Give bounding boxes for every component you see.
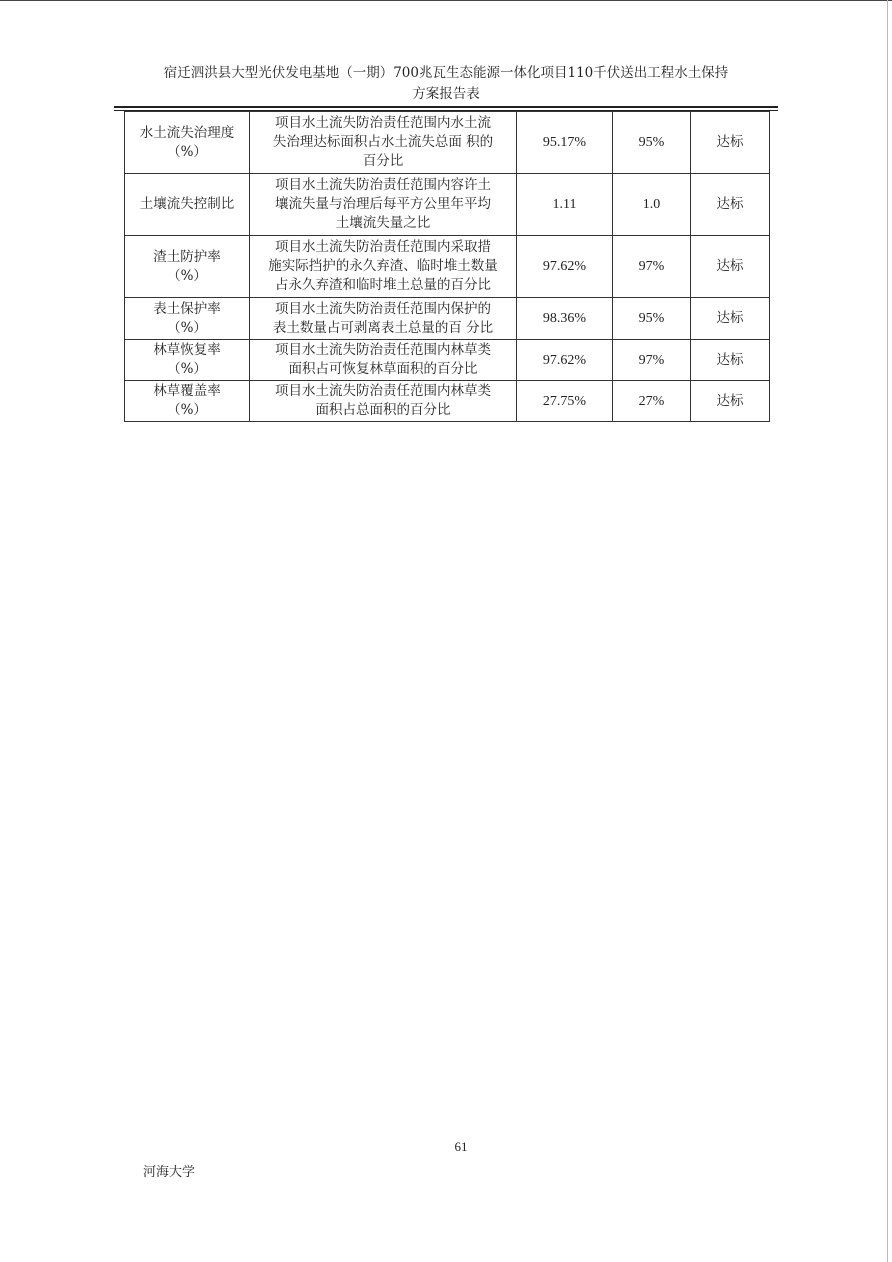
table-row <box>125 340 770 381</box>
description-line: 面积占总面积的百分比 <box>315 402 451 418</box>
indicator-description-cell <box>250 174 517 236</box>
description-line: 项目水土流失防治责任范围内保护的 <box>275 300 491 317</box>
indicator-unit: （%） <box>167 267 207 284</box>
target-value-cell: 1.0 <box>613 174 691 236</box>
table-row <box>125 236 770 298</box>
target-value-cell: 97% <box>613 236 691 298</box>
description-line: 施实际挡护的永久弃渣、临时堆土数量 <box>268 258 498 274</box>
indicator-unit: （%） <box>167 402 207 418</box>
indicator-name: 林草覆盖率 <box>153 383 221 399</box>
description-line: 表土数量占可剥离表土总量的百 分比 <box>272 319 494 336</box>
table-row <box>125 298 770 340</box>
indicator-name: 林草恢复率 <box>153 342 221 358</box>
page-number: 61 <box>454 1139 468 1154</box>
description-line: 项目水土流失防治责任范围内林草类 <box>275 342 491 358</box>
table-row <box>125 174 770 236</box>
indicator-name-cell <box>125 298 250 340</box>
actual-value-cell: 98.36% <box>517 298 613 340</box>
target-value-cell: 27% <box>613 381 691 422</box>
description-line: 土壤流失量之比 <box>335 215 431 231</box>
result-cell: 达标 <box>691 381 770 422</box>
indicator-name-cell <box>125 112 250 174</box>
indicator-name-cell <box>125 381 250 422</box>
actual-value-cell: 97.62% <box>517 340 613 381</box>
table-row <box>125 112 770 174</box>
indicator-description-cell <box>250 340 517 381</box>
indicator-name: 表土保护率 <box>153 300 221 317</box>
table-row <box>125 381 770 422</box>
result-cell: 达标 <box>691 298 770 340</box>
description-line: 百分比 <box>362 153 404 169</box>
indicator-description-cell <box>250 112 517 174</box>
indicator-description-cell <box>250 298 517 340</box>
indicator-name: 水土流失治理度 <box>139 124 235 141</box>
indicator-unit: （%） <box>167 143 207 160</box>
indicator-unit: （%） <box>167 319 207 336</box>
result-cell: 达标 <box>691 236 770 298</box>
result-cell: 达标 <box>691 340 770 381</box>
actual-value-cell: 1.11 <box>517 174 613 236</box>
indicator-name: 土壤流失控制比 <box>139 196 235 212</box>
indicator-description-cell <box>250 236 517 298</box>
description-line: 失治理达标面积占水土流失总面 积的 <box>272 134 494 150</box>
result-cell: 达标 <box>691 112 770 174</box>
page-header <box>110 63 782 105</box>
indicator-table <box>124 111 770 422</box>
actual-value-cell: 97.62% <box>517 236 613 298</box>
header-title-line-1: 宿迁泗洪县大型光伏发电基地（一期）700兆瓦生态能源一体化项目110千伏送出工程水土保持 <box>163 65 729 81</box>
description-line: 项目水土流失防治责任范围内采取措 <box>275 239 491 255</box>
header-rule-thick <box>114 106 778 108</box>
indicator-name-cell <box>125 340 250 381</box>
page-top-border <box>0 0 892 1</box>
description-line: 壤流失量与治理后每平方公里年平均 <box>275 196 491 212</box>
indicator-description-cell <box>250 381 517 422</box>
page-right-border <box>887 0 888 1262</box>
description-line: 项目水土流失防治责任范围内容许土 <box>275 177 491 193</box>
description-line: 项目水土流失防治责任范围内林草类 <box>275 383 491 399</box>
indicator-name-cell <box>125 236 250 298</box>
indicator-name: 渣土防护率 <box>153 248 221 265</box>
target-value-cell: 97% <box>613 340 691 381</box>
footer-organization: 河海大学 <box>143 1165 196 1180</box>
target-value-cell: 95% <box>613 112 691 174</box>
description-line: 占永久弃渣和临时堆土总量的百分比 <box>275 277 491 293</box>
description-line: 面积占可恢复林草面积的百分比 <box>288 361 478 377</box>
indicator-unit: （%） <box>167 361 207 377</box>
actual-value-cell: 95.17% <box>517 112 613 174</box>
result-cell: 达标 <box>691 174 770 236</box>
actual-value-cell: 27.75% <box>517 381 613 422</box>
target-value-cell: 95% <box>613 298 691 340</box>
indicator-name-cell <box>125 174 250 236</box>
header-title-line-2: 方案报告表 <box>412 86 480 102</box>
description-line: 项目水土流失防治责任范围内水土流 <box>275 115 491 131</box>
